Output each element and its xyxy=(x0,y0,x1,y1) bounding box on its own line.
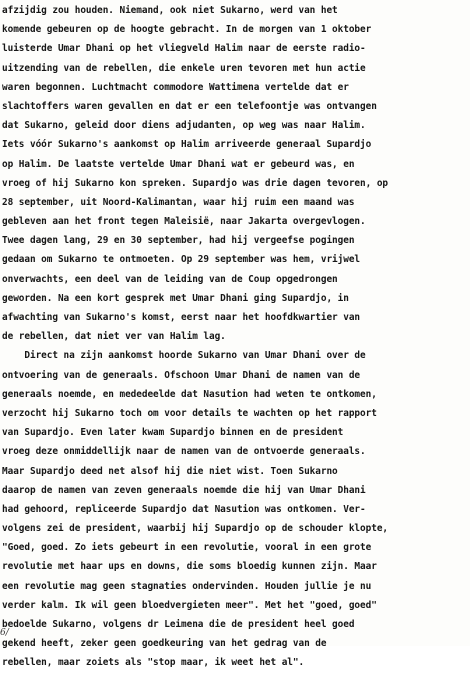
text-line: vroeg deze onmiddellijk naar de namen van de ontvoerde generaals. xyxy=(2,446,366,458)
text-line: rebellen, maar zoiets als "stop maar, ik weet het al". xyxy=(2,657,305,669)
text-line: uitzending van de rebellen, die enkele uren tevoren met hun actie xyxy=(2,62,366,74)
text-line: komende gebeuren op de hoogte gebracht. In de morgen van 1 oktober xyxy=(2,24,372,36)
text-line: afwachting van Sukarno's komst, eerst naar het hoofdkwartier van xyxy=(2,312,361,323)
page-mark: 6/ xyxy=(0,628,9,638)
text-line: Maar Supardjo deed net alsof hij die niet wist. Toen Sukarno xyxy=(2,465,338,477)
text-line: verzocht hij Sukarno toch om voor details te wachten op het rapport xyxy=(2,407,377,419)
text-line: generaals noemde, en mededeelde dat Nasution had weten te ontkomen, xyxy=(2,388,377,400)
text-line: waren begonnen. Luchtmacht commodore Wattimena vertelde dat er xyxy=(2,81,349,93)
text-line: geworden. Na een kort gesprek met Umar Dhani ging Supardjo, in xyxy=(2,292,349,304)
document-body xyxy=(2,1,468,673)
text-line: verder kalm. Ik wil geen bloedvergieten meer". Met het "goed, goed" xyxy=(2,599,377,611)
text-line: Twee dagen lang, 29 en 30 september, had hij vergeefse pogingen xyxy=(2,235,355,247)
text-line: de rebellen, dat niet ver van Halim lag. xyxy=(2,331,226,343)
text-line: Iets vóór Sukarno's aankomst op Halim arriveerde generaal Supardjo xyxy=(2,139,372,151)
text-line: onverwachts, een deel van de leiding van de Coup opgedrongen xyxy=(2,273,338,285)
text-line: slachtoffers waren gevallen en dat er een telefoontje was ontvangen xyxy=(2,100,377,112)
text-line: bedoelde Sukarno, volgens dr Leimena die de president heel goed xyxy=(2,619,355,630)
text-line: dat Sukarno, geleid door diens adjudanten, op weg was naar Halim. xyxy=(2,120,366,132)
text-line: volgens zei de president, waarbij hij Supardjo op de schouder klopte, xyxy=(2,523,389,535)
text-line: afzijdig zou houden. Niemand, ook niet Sukarno, werd van het xyxy=(2,5,338,16)
text-line: gebleven aan het front tegen Maleisië, naar Jakarta overgevlogen. xyxy=(2,216,366,228)
text-line: luisterde Umar Dhani op het vliegveld Halim naar de eerste radio- xyxy=(2,43,366,55)
text-line: had gehoord, repliceerde Supardjo dat Nasution was ontkomen. Ver- xyxy=(2,503,366,515)
text-line: gedaan om Sukarno te ontmoeten. Op 29 september was hem, vrijwel xyxy=(2,254,361,266)
text-line: 28 september, uit Noord-Kalimantan, waar hij ruim een maand was xyxy=(2,196,355,208)
text-line: ontvoering van de generaals. Ofschoon Umar Dhani de namen van de xyxy=(2,369,361,381)
text-line: revolutie met haar ups en downs, die soms bloedig kunnen zijn. Maar xyxy=(2,561,377,573)
text-line: daarop de namen van zeven generaals noemde die hij van Umar Dhani xyxy=(2,484,366,496)
text-line: vroeg of hij Sukarno kon spreken. Supardjo was drie dagen tevoren, op xyxy=(2,177,389,189)
text-line: op Halim. De laatste vertelde Umar Dhani wat er gebeurd was, en xyxy=(2,158,355,170)
text-line: een revolutie mag geen stagnaties ondervinden. Houden jullie je nu xyxy=(2,580,372,592)
text-line: gekend heeft, zeker geen goedkeuring van het gedrag van de xyxy=(2,638,327,650)
text-line: van Supardjo. Even later kwam Supardjo binnen en de president xyxy=(2,427,344,439)
text-line: "Goed, goed. Zo iets gebeurt in een revolutie, vooral in een grote xyxy=(2,542,372,554)
text-line: Direct na zijn aankomst hoorde Sukarno van Umar Dhani over de xyxy=(2,350,366,362)
